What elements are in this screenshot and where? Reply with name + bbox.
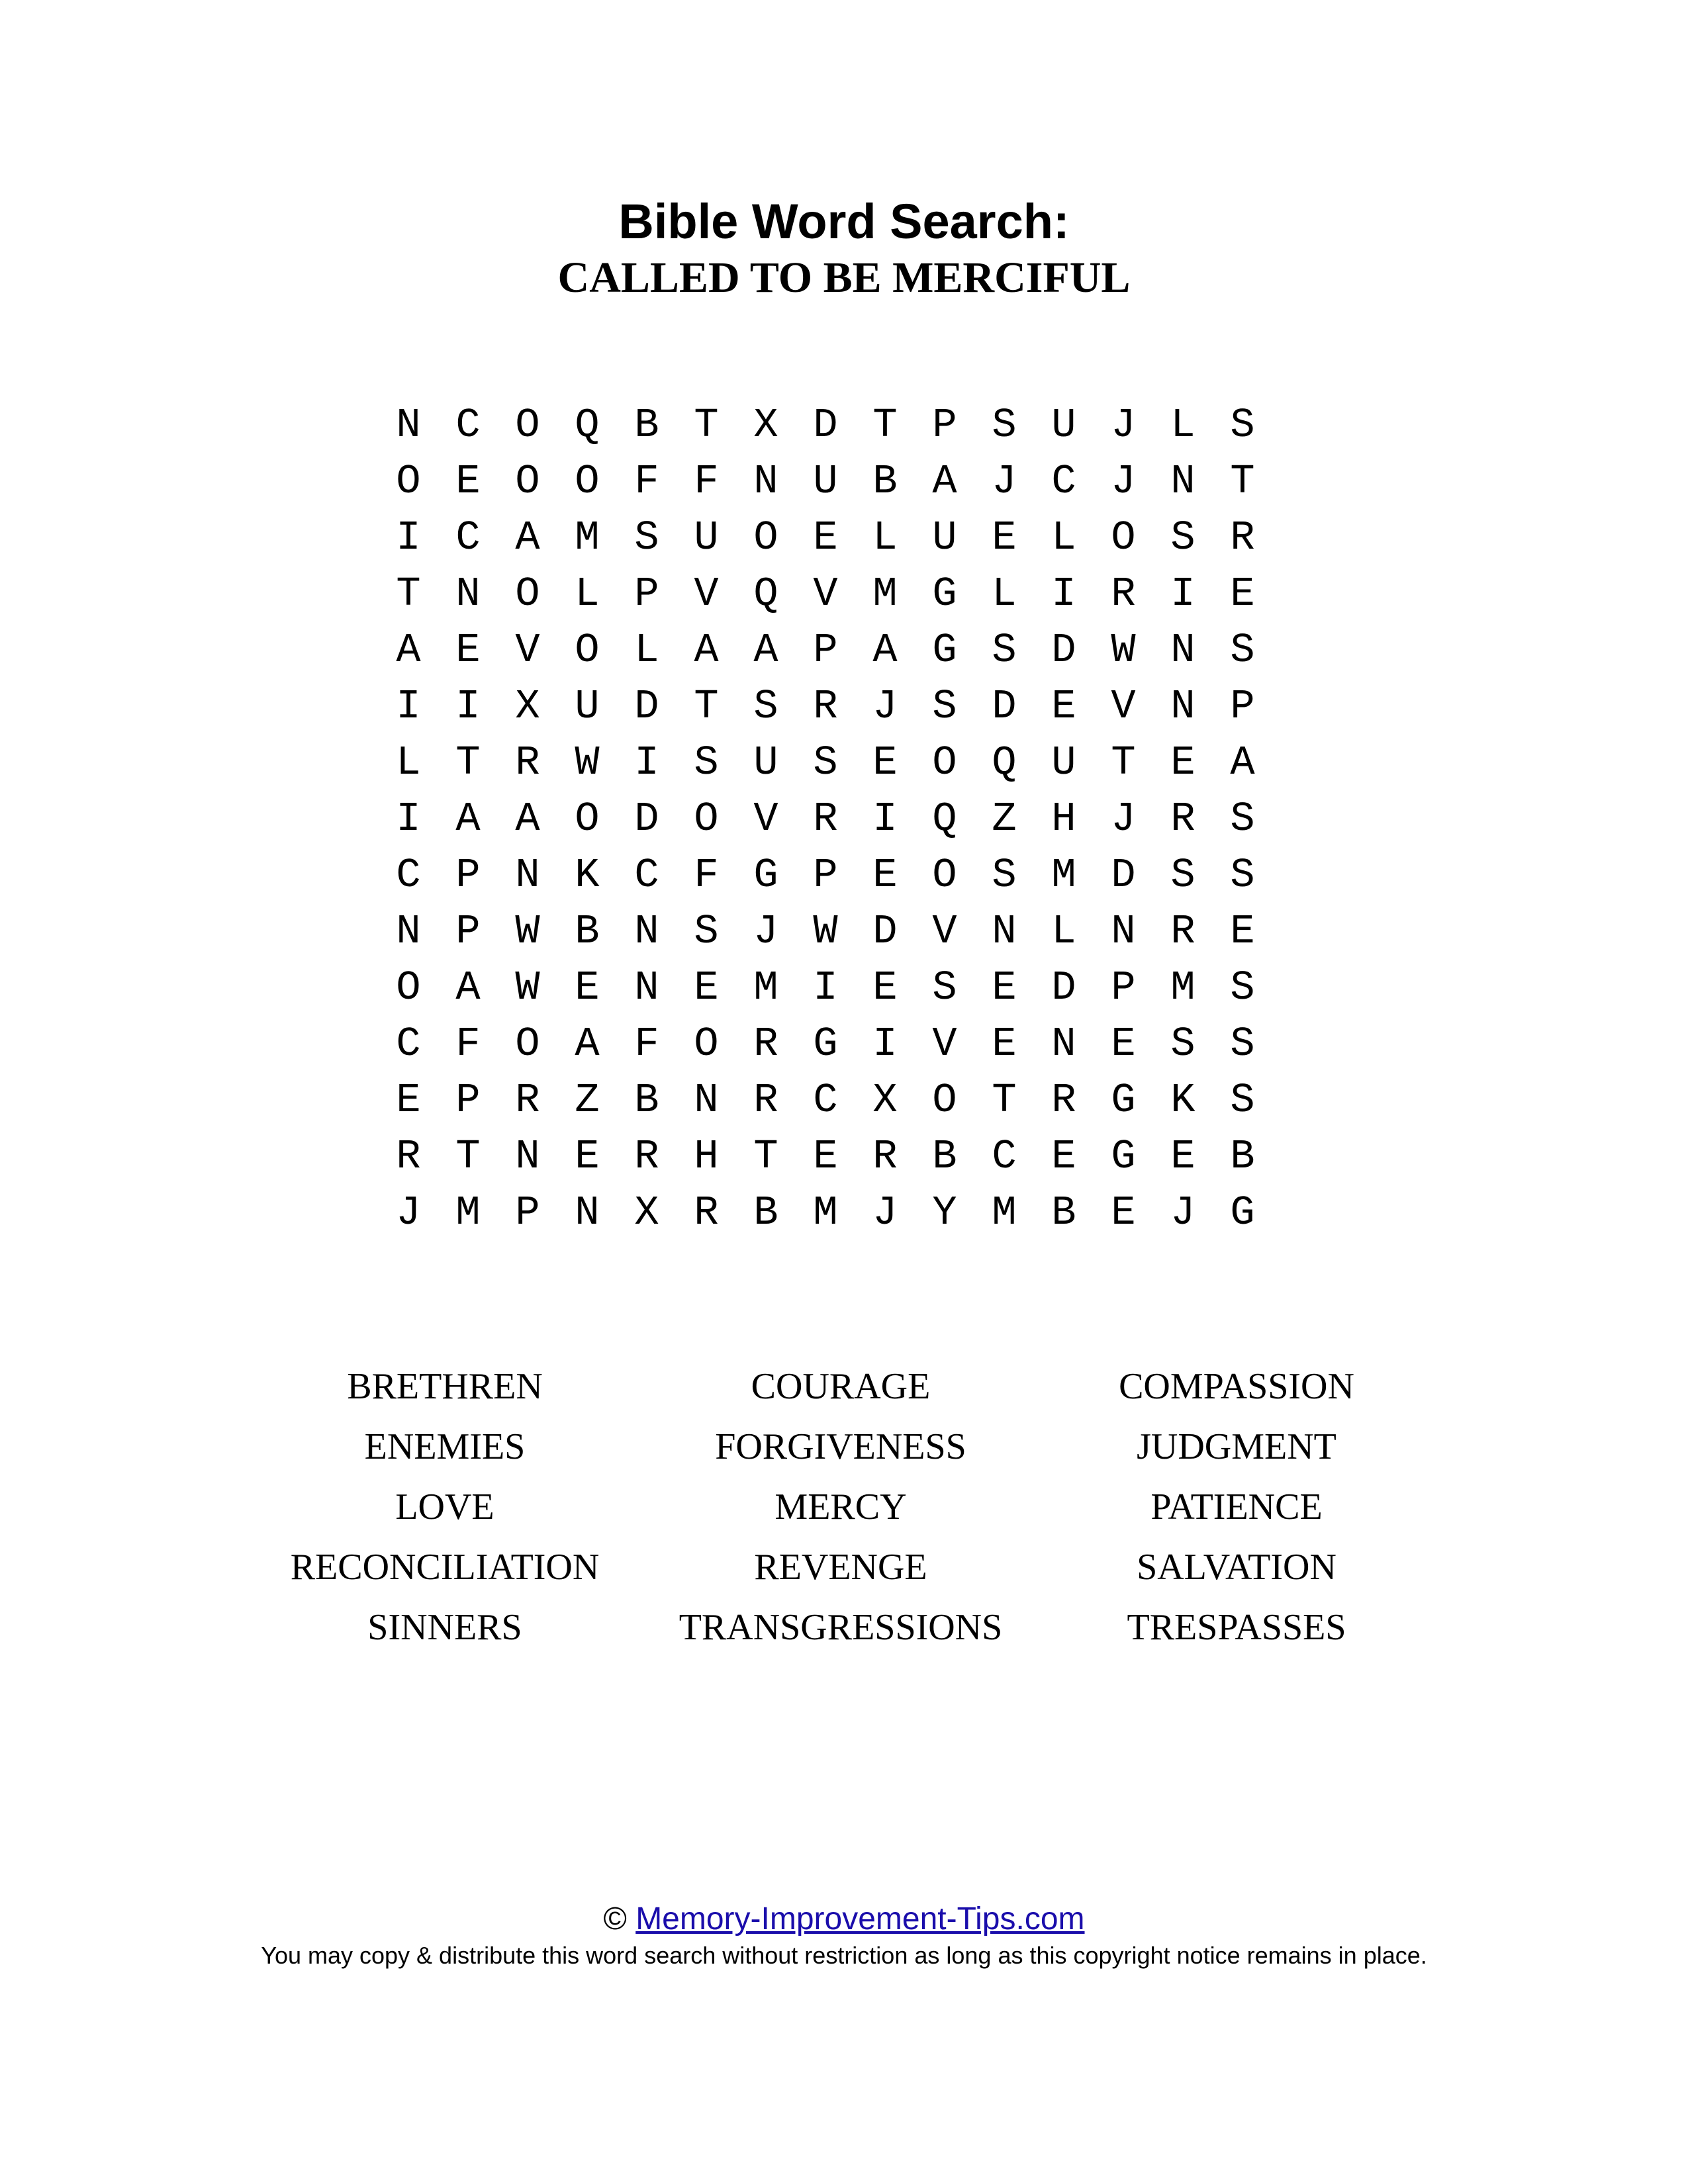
grid-letter: R	[515, 739, 540, 786]
grid-letter: E	[575, 1133, 600, 1180]
grid-letter: P	[455, 852, 481, 899]
word-row	[0, 1537, 1688, 1598]
grid-letter: A	[872, 627, 898, 674]
grid-letter: S	[1170, 1021, 1196, 1068]
word-list-item: COURAGE	[751, 1366, 931, 1407]
grid-letter: A	[932, 458, 957, 505]
grid-letter: W	[1111, 627, 1136, 674]
grid-letter: J	[1111, 402, 1136, 449]
grid-letter: M	[455, 1189, 481, 1236]
grid-letter: F	[634, 458, 659, 505]
grid-letter: K	[575, 852, 600, 899]
grid-letter: N	[396, 908, 421, 955]
grid-letter: W	[575, 739, 600, 786]
grid-row	[379, 1072, 1279, 1128]
grid-row	[379, 735, 1279, 791]
grid-letter: T	[455, 1133, 481, 1180]
grid-row	[379, 510, 1279, 566]
grid-letter: N	[1111, 908, 1136, 955]
grid-letter: X	[872, 1077, 898, 1124]
grid-letter: B	[1230, 1133, 1255, 1180]
grid-letter: X	[634, 1189, 659, 1236]
grid-letter: T	[396, 570, 421, 617]
grid-letter: M	[813, 1189, 838, 1236]
grid-letter: O	[396, 458, 421, 505]
word-list-item: SINNERS	[367, 1607, 522, 1648]
grid-letter: T	[694, 402, 719, 449]
grid-letter: E	[396, 1077, 421, 1124]
grid-letter: Z	[992, 796, 1017, 842]
grid-letter: A	[1230, 739, 1255, 786]
grid-letter: B	[634, 1077, 659, 1124]
grid-letter: S	[1230, 852, 1255, 899]
grid-letter: S	[1170, 852, 1196, 899]
grid-letter: A	[694, 627, 719, 674]
grid-letter: B	[932, 1133, 957, 1180]
grid-letter: L	[1051, 908, 1076, 955]
word-list-item: SALVATION	[1137, 1547, 1336, 1588]
grid-letter: I	[396, 514, 421, 561]
grid-letter: A	[515, 514, 540, 561]
grid-letter: O	[575, 458, 600, 505]
grid-letter: F	[455, 1021, 481, 1068]
grid-letter: Y	[932, 1189, 957, 1236]
grid-letter: D	[813, 402, 838, 449]
grid-letter: G	[1111, 1133, 1136, 1180]
grid-letter: D	[872, 908, 898, 955]
grid-letter: L	[1170, 402, 1196, 449]
word-list	[0, 1357, 1688, 1658]
grid-letter: T	[992, 1077, 1017, 1124]
grid-letter: T	[753, 1133, 778, 1180]
grid-letter: P	[813, 852, 838, 899]
grid-letter: S	[992, 852, 1017, 899]
grid-letter: P	[634, 570, 659, 617]
grid-letter: O	[515, 458, 540, 505]
grid-letter: S	[1230, 796, 1255, 842]
grid-letter: E	[813, 1133, 838, 1180]
grid-letter: S	[634, 514, 659, 561]
grid-letter: T	[694, 683, 719, 730]
copyright-line	[0, 1899, 1688, 1939]
grid-row	[379, 453, 1279, 510]
word-list-item: TRESPASSES	[1127, 1607, 1346, 1648]
word-list-item: BRETHREN	[347, 1366, 543, 1407]
grid-letter: L	[992, 570, 1017, 617]
grid-letter: G	[932, 570, 957, 617]
grid-letter: W	[515, 908, 540, 955]
grid-letter: T	[455, 739, 481, 786]
grid-letter: G	[753, 852, 778, 899]
grid-letter: E	[1111, 1021, 1136, 1068]
grid-letter: N	[1051, 1021, 1076, 1068]
grid-letter: T	[1111, 739, 1136, 786]
grid-row	[379, 791, 1279, 847]
grid-letter: O	[515, 570, 540, 617]
grid-letter: S	[1230, 402, 1255, 449]
grid-letter: M	[872, 570, 898, 617]
grid-letter: C	[455, 402, 481, 449]
grid-letter: N	[634, 964, 659, 1011]
grid-letter: J	[992, 458, 1017, 505]
grid-letter: N	[396, 402, 421, 449]
grid-letter: N	[1170, 683, 1196, 730]
grid-letter: R	[515, 1077, 540, 1124]
grid-letter: R	[872, 1133, 898, 1180]
grid-letter: R	[753, 1021, 778, 1068]
grid-letter: C	[455, 514, 481, 561]
word-list-item: JUDGMENT	[1137, 1426, 1336, 1467]
grid-letter: J	[1111, 458, 1136, 505]
grid-letter: P	[1111, 964, 1136, 1011]
word-list-item: RECONCILIATION	[290, 1547, 600, 1588]
grid-letter: I	[872, 796, 898, 842]
grid-row	[379, 1185, 1279, 1241]
grid-letter: M	[1051, 852, 1076, 899]
grid-letter: X	[753, 402, 778, 449]
grid-letter: N	[992, 908, 1017, 955]
grid-letter: F	[694, 458, 719, 505]
grid-letter: E	[992, 1021, 1017, 1068]
grid-letter: J	[1170, 1189, 1196, 1236]
grid-letter: B	[872, 458, 898, 505]
grid-letter: N	[694, 1077, 719, 1124]
grid-letter: M	[992, 1189, 1017, 1236]
grid-letter: R	[813, 796, 838, 842]
grid-letter: O	[932, 1077, 957, 1124]
grid-letter: E	[455, 458, 481, 505]
grid-row	[379, 1016, 1279, 1072]
grid-letter: R	[396, 1133, 421, 1180]
grid-letter: G	[1111, 1077, 1136, 1124]
grid-row	[379, 1128, 1279, 1185]
grid-letter: L	[1051, 514, 1076, 561]
grid-letter: N	[753, 458, 778, 505]
grid-letter: L	[634, 627, 659, 674]
site-link[interactable]: Memory-Improvement-Tips.com	[635, 1901, 1085, 1936]
grid-row	[379, 678, 1279, 735]
grid-letter: O	[694, 796, 719, 842]
grid-letter: B	[753, 1189, 778, 1236]
grid-letter: P	[455, 1077, 481, 1124]
grid-letter: D	[634, 796, 659, 842]
grid-letter: E	[1051, 683, 1076, 730]
grid-letter: C	[634, 852, 659, 899]
word-row	[0, 1598, 1688, 1658]
grid-letter: E	[1051, 1133, 1076, 1180]
grid-letter: S	[932, 683, 957, 730]
grid-letter: E	[872, 852, 898, 899]
grid-letter: R	[1170, 908, 1196, 955]
grid-letter: E	[1230, 570, 1255, 617]
grid-letter: A	[455, 964, 481, 1011]
grid-letter: E	[992, 964, 1017, 1011]
grid-letter: P	[515, 1189, 540, 1236]
grid-letter: V	[694, 570, 719, 617]
grid-letter: C	[1051, 458, 1076, 505]
grid-letter: C	[396, 1021, 421, 1068]
grid-letter: E	[575, 964, 600, 1011]
grid-letter: N	[1170, 627, 1196, 674]
word-row	[0, 1417, 1688, 1477]
grid-letter: W	[515, 964, 540, 1011]
grid-letter: R	[1111, 570, 1136, 617]
grid-letter: O	[694, 1021, 719, 1068]
grid-letter: R	[694, 1189, 719, 1236]
grid-letter: R	[1230, 514, 1255, 561]
grid-letter: S	[932, 964, 957, 1011]
grid-letter: R	[813, 683, 838, 730]
grid-letter: G	[932, 627, 957, 674]
grid-letter: P	[455, 908, 481, 955]
word-list-item: TRANSGRESSIONS	[679, 1607, 1003, 1648]
grid-letter: I	[396, 796, 421, 842]
grid-letter: S	[1230, 964, 1255, 1011]
word-list-item: MERCY	[774, 1486, 907, 1527]
grid-letter: K	[1170, 1077, 1196, 1124]
grid-letter: L	[872, 514, 898, 561]
grid-letter: V	[932, 1021, 957, 1068]
grid-letter: M	[575, 514, 600, 561]
grid-letter: N	[575, 1189, 600, 1236]
grid-letter: J	[753, 908, 778, 955]
word-list-item: COMPASSION	[1119, 1366, 1354, 1407]
grid-letter: N	[455, 570, 481, 617]
grid-letter: V	[932, 908, 957, 955]
grid-letter: U	[694, 514, 719, 561]
grid-letter: S	[1230, 627, 1255, 674]
grid-letter: B	[634, 402, 659, 449]
grid-letter: M	[1170, 964, 1196, 1011]
grid-letter: E	[694, 964, 719, 1011]
grid-letter: S	[992, 402, 1017, 449]
grid-letter: A	[396, 627, 421, 674]
grid-letter: E	[1230, 908, 1255, 955]
grid-row	[379, 847, 1279, 903]
grid-letter: O	[515, 1021, 540, 1068]
grid-letter: J	[1111, 796, 1136, 842]
grid-letter: S	[694, 739, 719, 786]
grid-letter: V	[1111, 683, 1136, 730]
grid-row	[379, 566, 1279, 622]
copyright-symbol: ©	[603, 1901, 627, 1936]
grid-letter: I	[872, 1021, 898, 1068]
grid-letter: H	[694, 1133, 719, 1180]
word-row	[0, 1477, 1688, 1537]
grid-letter: P	[813, 627, 838, 674]
grid-letter: Z	[575, 1077, 600, 1124]
grid-letter: P	[1230, 683, 1255, 730]
grid-letter: B	[1051, 1189, 1076, 1236]
grid-letter: E	[1111, 1189, 1136, 1236]
grid-letter: S	[1230, 1021, 1255, 1068]
grid-letter: D	[634, 683, 659, 730]
grid-letter: C	[813, 1077, 838, 1124]
grid-letter: R	[1170, 796, 1196, 842]
grid-letter: I	[455, 683, 481, 730]
grid-letter: J	[872, 1189, 898, 1236]
grid-letter: E	[872, 964, 898, 1011]
copyright-notice: You may copy & distribute this word search without restriction as long as this copyright notice remains in place.	[261, 1942, 1427, 1969]
grid-letter: O	[575, 627, 600, 674]
grid-letter: I	[396, 683, 421, 730]
grid-letter: O	[932, 852, 957, 899]
grid-letter: S	[694, 908, 719, 955]
grid-letter: D	[1051, 627, 1076, 674]
grid-letter: A	[575, 1021, 600, 1068]
grid-letter: U	[1051, 739, 1076, 786]
word-row	[0, 1357, 1688, 1417]
grid-letter: O	[753, 514, 778, 561]
grid-letter: P	[932, 402, 957, 449]
grid-letter: S	[1170, 514, 1196, 561]
grid-letter: A	[515, 796, 540, 842]
grid-letter: W	[813, 908, 838, 955]
word-list-item: FORGIVENESS	[715, 1426, 966, 1467]
grid-row	[379, 622, 1279, 678]
grid-letter: E	[1170, 1133, 1196, 1180]
word-list-item: REVENGE	[754, 1547, 927, 1588]
grid-letter: E	[992, 514, 1017, 561]
grid-letter: I	[1051, 570, 1076, 617]
grid-letter: S	[753, 683, 778, 730]
letter-grid	[379, 397, 1279, 1241]
page-title: Bible Word Search:	[618, 194, 1070, 249]
grid-letter: Q	[753, 570, 778, 617]
grid-letter: C	[396, 852, 421, 899]
grid-letter: O	[396, 964, 421, 1011]
grid-letter: E	[455, 627, 481, 674]
grid-letter: I	[813, 964, 838, 1011]
grid-letter: R	[753, 1077, 778, 1124]
grid-row	[379, 903, 1279, 960]
grid-letter: X	[515, 683, 540, 730]
footer	[0, 1899, 1688, 1972]
grid-row	[379, 397, 1279, 453]
grid-letter: S	[813, 739, 838, 786]
grid-letter: V	[813, 570, 838, 617]
grid-letter: T	[1230, 458, 1255, 505]
grid-letter: A	[455, 796, 481, 842]
grid-letter: M	[753, 964, 778, 1011]
grid-letter: D	[992, 683, 1017, 730]
grid-letter: N	[515, 852, 540, 899]
grid-letter: E	[1170, 739, 1196, 786]
page-subtitle: CALLED TO BE MERCIFUL	[557, 253, 1131, 302]
grid-letter: O	[1111, 514, 1136, 561]
grid-letter: N	[515, 1133, 540, 1180]
grid-letter: V	[515, 627, 540, 674]
grid-letter: D	[1051, 964, 1076, 1011]
grid-letter: N	[634, 908, 659, 955]
grid-letter: D	[1111, 852, 1136, 899]
grid-letter: Q	[575, 402, 600, 449]
word-list-item: LOVE	[395, 1486, 494, 1527]
word-list-item: PATIENCE	[1150, 1486, 1323, 1527]
grid-letter: B	[575, 908, 600, 955]
grid-letter: S	[992, 627, 1017, 674]
grid-letter: G	[1230, 1189, 1255, 1236]
grid-letter: E	[872, 739, 898, 786]
word-list-item: ENEMIES	[364, 1426, 526, 1467]
grid-letter: Q	[992, 739, 1017, 786]
grid-letter: L	[575, 570, 600, 617]
grid-letter: O	[575, 796, 600, 842]
grid-letter: J	[872, 683, 898, 730]
grid-letter: F	[694, 852, 719, 899]
grid-letter: S	[1230, 1077, 1255, 1124]
grid-letter: J	[396, 1189, 421, 1236]
grid-letter: V	[753, 796, 778, 842]
grid-letter: N	[1170, 458, 1196, 505]
grid-letter: A	[753, 627, 778, 674]
grid-letter: C	[992, 1133, 1017, 1180]
grid-letter: E	[813, 514, 838, 561]
grid-letter: O	[515, 402, 540, 449]
grid-letter: U	[575, 683, 600, 730]
grid-letter: H	[1051, 796, 1076, 842]
grid-letter: U	[932, 514, 957, 561]
grid-letter: O	[932, 739, 957, 786]
grid-letter: G	[813, 1021, 838, 1068]
grid-letter: Q	[932, 796, 957, 842]
grid-letter: U	[753, 739, 778, 786]
grid-letter: R	[1051, 1077, 1076, 1124]
grid-letter: I	[634, 739, 659, 786]
grid-row	[379, 960, 1279, 1016]
grid-letter: I	[1170, 570, 1196, 617]
grid-letter: U	[1051, 402, 1076, 449]
grid-letter: L	[396, 739, 421, 786]
grid-letter: T	[872, 402, 898, 449]
grid-letter: F	[634, 1021, 659, 1068]
grid-letter: R	[634, 1133, 659, 1180]
grid-letter: U	[813, 458, 838, 505]
